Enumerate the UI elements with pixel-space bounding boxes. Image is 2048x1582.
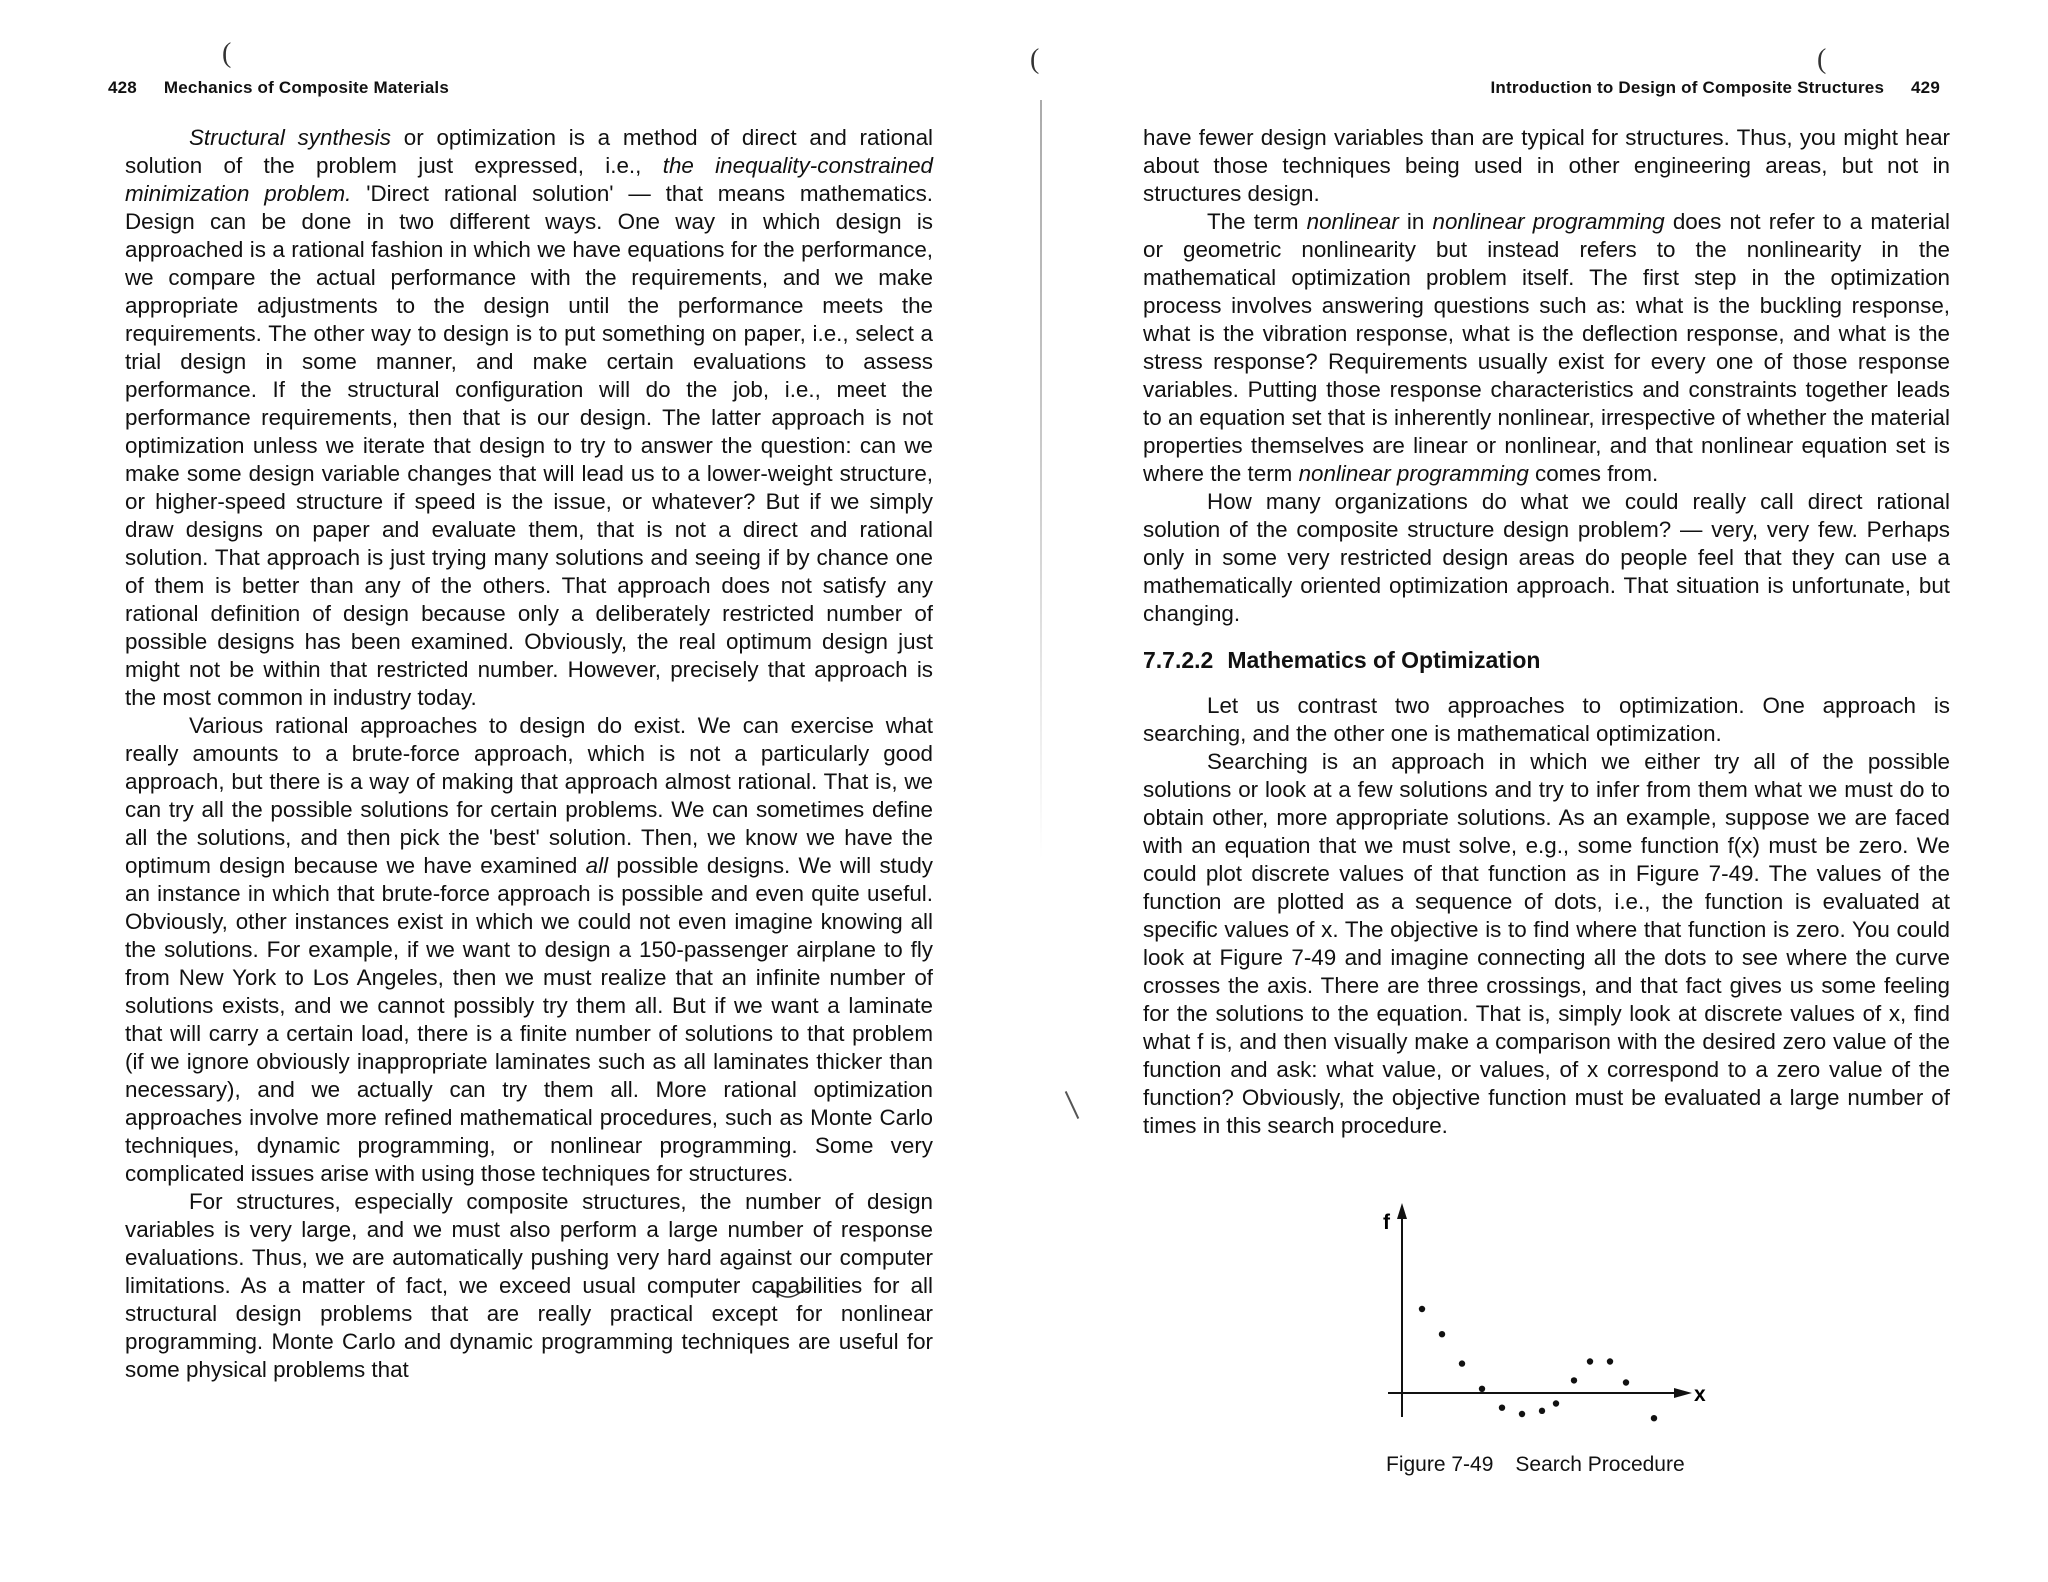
figure-7-49 bbox=[1380, 1195, 1740, 1495]
text-run: For structures, especially composite structures, the number of design variables is very large, and we must also perform a large number of response evaluations. Thus, we are automatically pushing very hard against our computer limitations. As a matter of fact, we exceed usual computer capabilities for all structural design problems that are really practical except for nonlinear programming. Monte Carlo and dynamic programming techniques are useful for some physical problems that bbox=[125, 1189, 933, 1382]
data-dot bbox=[1499, 1405, 1505, 1411]
text-run: Various rational approaches to design do exist. We can exercise what really amounts to a brute-force approach, which is not a particularly good approach, but there is a way of making that approach almost rational. That is, we can try all the possible solutions for certain problems. We can sometimes define all the solutions, and then pick the 'best' solution. Then, we know we have the optimum design because we have examined bbox=[125, 713, 933, 878]
right-page-number: 429 bbox=[1911, 78, 1940, 97]
data-dot bbox=[1479, 1386, 1485, 1392]
italic-run: nonlinear programming bbox=[1298, 461, 1529, 486]
italic-run: the inequality-constrained minimization problem. bbox=[125, 153, 934, 206]
text-run: How many organizations do what we could really call direct rational solution of the composite structure design problem? — very, very few. Perhaps only in some very restricted design areas do people feel that they can use a mathematically oriented optimization approach. That situation is unfortunate, but changing. bbox=[1143, 489, 1950, 626]
right-page-body bbox=[1143, 124, 1950, 1140]
left-page-body bbox=[125, 124, 933, 1384]
data-dot bbox=[1587, 1358, 1593, 1364]
text-run: does not refer to a material or geometric nonlinearity but instead refers to the nonlinearity in the mathematical optimization problem itself. The first step in the optimization process involves answering questions such as: what is the buckling response, what is the vibration response, what is the deflection response, and what is the stress response? Requirements usually exist for every one of those response variables. Putting those response characteristics and constraints together leads to an equation set that is inherently nonlinear, irrespective of whether the material properties themselves are linear or nonlinear, and that nonlinear equation set is where the term bbox=[1143, 209, 1950, 486]
italic-run: all bbox=[585, 853, 609, 878]
data-dot bbox=[1539, 1408, 1545, 1414]
data-dot bbox=[1419, 1306, 1425, 1312]
scan-mark bbox=[1065, 1091, 1079, 1119]
paragraph bbox=[1143, 124, 1950, 208]
data-dots bbox=[1419, 1306, 1657, 1422]
data-dot bbox=[1553, 1400, 1559, 1406]
search-procedure-plot bbox=[1380, 1195, 1740, 1455]
italic-run: Structural synthesis bbox=[189, 125, 391, 150]
scan-mark: ( bbox=[222, 38, 232, 69]
text-run: have fewer design variables than are typical for structures. Thus, you might hear about those techniques being used in other engineering areas, but not in structures design. bbox=[1143, 125, 1950, 206]
right-running-head bbox=[1491, 78, 1941, 102]
text-run: Let us contrast two approaches to optimization. One approach is searching, and the other one is mathematical optimization. bbox=[1143, 693, 1950, 746]
text-run: possible designs. We will study an instance in which that brute-force approach is possible and even quite useful. Obviously, other instances exist in which we could not even imagine knowing all the solutions. For example, if we want to design a 150-passenger airplane to fly from New York to Los Angeles, then we must realize that an infinite number of solutions exists, and we cannot possibly try them all. But if we want a laminate that will carry a certain load, there is a finite number of solutions to that problem (if we ignore obviously inappropriate laminates such as all laminates thicker than necessary), and we actually can try them all. More rational optimization approaches involve more refined mathematical procedures, such as Monte Carlo techniques, dynamic programming, or nonlinear programming. Some very complicated issues arise with using those techniques for structures. bbox=[125, 853, 933, 1186]
text-run: or optimization is a method of direct and rational solution of the problem just expressed, i.e., bbox=[125, 125, 933, 178]
text-run: Searching is an approach in which we either try all of the possible solutions or look at a few solutions and try to infer from them what we must do to obtain other, more appropriate solutions. As an example, suppose we are faced with an equation that we must solve, e.g., some function f(x) must be zero. We could plot discrete values of that function as in Figure 7-49. The values of the function are plotted as a sequence of dots, i.e., the function is evaluated at specific values of x. The objective is to find where that function is zero. You could look at Figure 7-49 and imagine connecting all the dots to see where the curve crosses the axis. There are three crossings, and that fact gives us some feeling for the solutions to the equation. That is, simply look at discrete values of x, find what f is, and then visually make a comparison with the desired zero value of the function and ask: what value, or values, of x correspond to a zero value of the function? Obviously, the objective function must be evaluated a large number of times in this search procedure. bbox=[1143, 749, 1950, 1138]
paragraph bbox=[1143, 488, 1950, 628]
text-run: 'Direct rational solution' — that means mathematics. Design can be done in two different ways. One way in which design is approached is a rational fashion in which we have equations for the performance, we compare the actual performance with the requirements, and we make appropriate adjustments to the design until the performance meets the requirements. The other way to design is to put something on paper, i.e., select a trial design in some manner, and make certain evaluations to assess performance. If the structural configuration will do the job, i.e., meet the performance requirements, then that is our design. The latter approach is not optimization unless we iterate that design to try to answer the question: can we make some design variable changes that will lead us to a lower-weight structure, or higher-speed structure if speed is the issue, or whatever? But if we simply draw designs on paper and evaluate them, that is not a direct and rational solution. That approach is just trying many solutions and seeing if by chance one of them is better than any of the others. That approach does not satisfy any rational definition of design because only a deliberately restricted number of possible designs has been examined. Obviously, the real optimum design just might not be within that restricted number. However, precisely that approach is the most common in industry today. bbox=[125, 181, 933, 710]
data-dot bbox=[1519, 1411, 1525, 1417]
data-dot bbox=[1651, 1415, 1657, 1421]
data-dot bbox=[1459, 1360, 1465, 1366]
paragraph bbox=[1143, 692, 1950, 748]
data-dot bbox=[1607, 1358, 1613, 1364]
left-page-number: 428 bbox=[108, 78, 137, 97]
section-heading bbox=[1143, 646, 1950, 674]
section-number: 7.7.2.2 bbox=[1143, 647, 1214, 673]
italic-run: nonlinear programming bbox=[1432, 209, 1665, 234]
italic-run: nonlinear bbox=[1306, 209, 1399, 234]
figure-caption bbox=[1386, 1452, 1746, 1478]
right-body-after-section bbox=[1143, 692, 1950, 1140]
data-dot bbox=[1439, 1331, 1445, 1337]
figure-caption-number: Figure 7-49 bbox=[1386, 1453, 1494, 1476]
paragraph bbox=[125, 1188, 933, 1384]
x-axis-arrow-icon bbox=[1674, 1388, 1692, 1398]
y-axis-label: f bbox=[1383, 1211, 1390, 1234]
left-running-title: Mechanics of Composite Materials bbox=[163, 78, 449, 97]
figure-caption-title: Search Procedure bbox=[1515, 1453, 1685, 1476]
text-run: comes from. bbox=[1528, 461, 1659, 486]
scan-mark: ( bbox=[1817, 44, 1827, 75]
right-running-title: Introduction to Design of Composite Structures bbox=[1490, 78, 1885, 97]
right-body-before-section bbox=[1143, 124, 1950, 628]
section-title: Mathematics of Optimization bbox=[1227, 647, 1541, 673]
data-dot bbox=[1623, 1379, 1629, 1385]
paragraph bbox=[125, 124, 933, 712]
y-axis-arrow-icon bbox=[1397, 1203, 1407, 1219]
data-dot bbox=[1571, 1377, 1577, 1383]
paragraph bbox=[1143, 208, 1950, 488]
text-run: The term bbox=[1207, 209, 1307, 234]
gutter-shadow bbox=[1040, 100, 1042, 860]
left-running-head bbox=[108, 78, 449, 102]
scan-mark: ( bbox=[1030, 44, 1040, 75]
paragraph bbox=[1143, 748, 1950, 1140]
paragraph bbox=[125, 712, 933, 1188]
text-run: in bbox=[1398, 209, 1433, 234]
x-axis-label: x bbox=[1694, 1383, 1706, 1406]
